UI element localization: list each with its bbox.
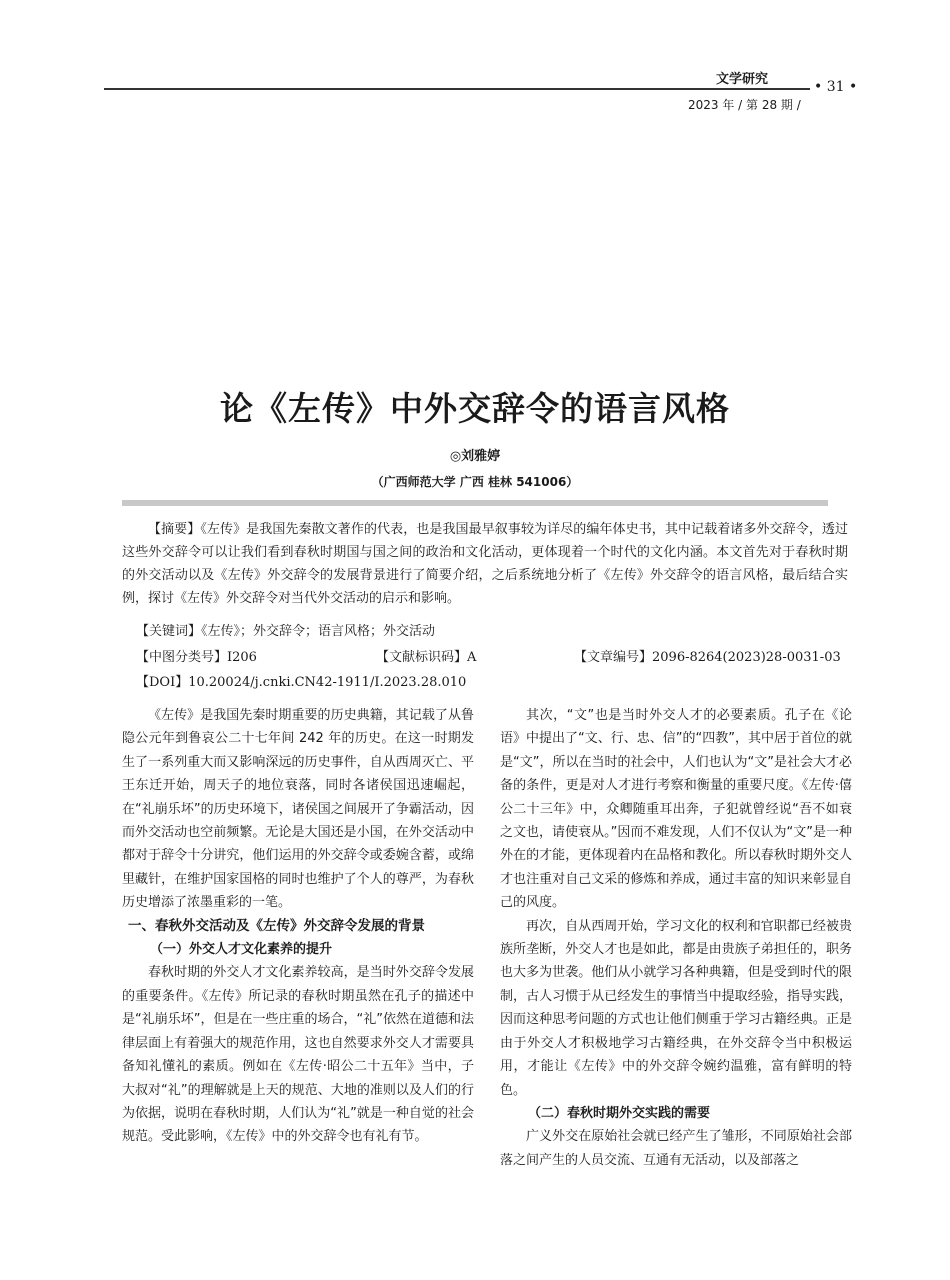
paragraph: 广义外交在原始社会就已经产生了雏形，不同原始社会部落之间产生的人员交流、互通有无活动，以及部落之: [500, 1129, 852, 1168]
subsection-heading: （一）外交人才文化素养的提升: [150, 942, 333, 958]
affiliation: （广西师范大学 广西 桂林 541006）: [371, 475, 579, 489]
page-number: • 31 •: [814, 79, 858, 95]
journal-section-label: 文学研究: [716, 72, 769, 87]
body-column-right: [500, 704, 852, 1172]
article-title: 论《左传》中外交辞令的语言风格: [220, 389, 730, 428]
paragraph: 《左传》是我国先秦时期重要的历史典籍，其记载了从鲁隐公元年到鲁哀公二十七年间 242 年的历史。在这一时期发生了一系列重大而又影响深远的历史事件，自从西周灭亡、平王东迁开始，周天子的地位衰落，同时各诸侯国迅速崛起，在“礼崩乐坏”的历史环境下，诸侯国之间展开了争霸活动，因而外交活动也空前频繁。无论是大国还是小国，在外交活动中都对于辞令十分讲究，他们运用的外交辞令或委婉含蓄，或绵里藏针，在维护国家国格的同时也维护了个人的尊严，为春秋历史增添了浓墨重彩的一笔。: [122, 708, 474, 911]
paragraph: 再次，自从西周开始，学习文化的权利和官职都已经被贵族所垄断，外交人才也是如此，都是由贵族子弟担任的，职务也大多为世袭。他们从小就学习各种典籍，但是受到时代的限制，古人习惯于从已经发生的事情当中提取经验，指导实践，因而这种思考问题的方式也让他们侧重于学习古籍经典。正是由于外交人才积极地学习古籍经典，在外交辞令当中积极运用，才能让《左传》中的外交辞令婉约温雅，富有鲜明的特色。: [500, 918, 852, 1098]
title-divider: [122, 500, 828, 506]
paragraph: 春秋时期的外交人才文化素养较高，是当时外交辞令发展的重要条件。《左传》所记录的春秋时期虽然在孔子的描述中是“礼崩乐坏”，但是在一些庄重的场合，“礼”依然在道德和法律层面上有着强大的规范作用，这也自然要求外交人才需要具备知礼懂礼的素质。例如在《左传·昭公二十五年》当中，子大叔对“礼”的理解就是上天的规范、大地的准则以及人们的行为依据，说明在春秋时期，人们认为“礼”就是一种自觉的社会规范。受此影响，《左传》中的外交辞令也有礼有节。: [122, 965, 474, 1145]
body-column-left: [122, 704, 474, 1149]
keywords: 【关键词】《左传》；外交辞令；语言风格；外交活动: [136, 624, 436, 639]
subsection-heading: （二）春秋时期外交实践的需要: [528, 1105, 711, 1121]
document-code: 【文献标识码】A: [376, 650, 477, 665]
article-number: 【文章编号】2096-8264(2023)28-0031-03: [574, 650, 841, 665]
header-rule: [104, 88, 810, 90]
issue-label: 2023 年 / 第 28 期 /: [688, 98, 801, 112]
doi: 【DOI】10.20024/j.cnki.CN42-1911/I.2023.28.010: [136, 675, 467, 690]
section-heading: 一、春秋外交活动及《左传》外交辞令发展的背景: [128, 917, 425, 934]
paragraph: 其次，“文”也是当时外交人才的必要素质。孔子在《论语》中提出了“文、行、忠、信”的“四教”，其中居于首位的就是“文”，所以在当时的社会中，人们也认为“文”是社会大才必备的条件，更是对人才进行考察和衡量的重要尺度。《左传·僖公二十三年》中，众卿随重耳出奔，子犯就曾经说“吾不如衰之文也，请使衰从。”因而不难发现，人们不仅认为“文”是一种外在的才能，更体现着内在品格和教化。所以春秋时期外交人才也注重对自己文采的修炼和养成，通过丰富的知识来彰显自己的风度。: [500, 708, 852, 911]
classification-number: 【中图分类号】I206: [136, 650, 257, 665]
author: ◎刘雅婷: [449, 449, 501, 464]
abstract: 【摘要】《左传》是我国先秦散文著作的代表，也是我国最早叙事较为详尽的编年体史书，其中记载着诸多外交辞令，透过这些外交辞令可以让我们看到春秋时期国与国之间的政治和文化活动，更体现着一个时代的文化内涵。本文首先对于春秋时期的外交活动以及《左传》外交辞令的发展背景进行了简要介绍，之后系统地分析了《左传》外交辞令的语言风格，最后结合实例，探讨《左传》外交辞令对当代外交活动的启示和影响。: [122, 522, 848, 606]
